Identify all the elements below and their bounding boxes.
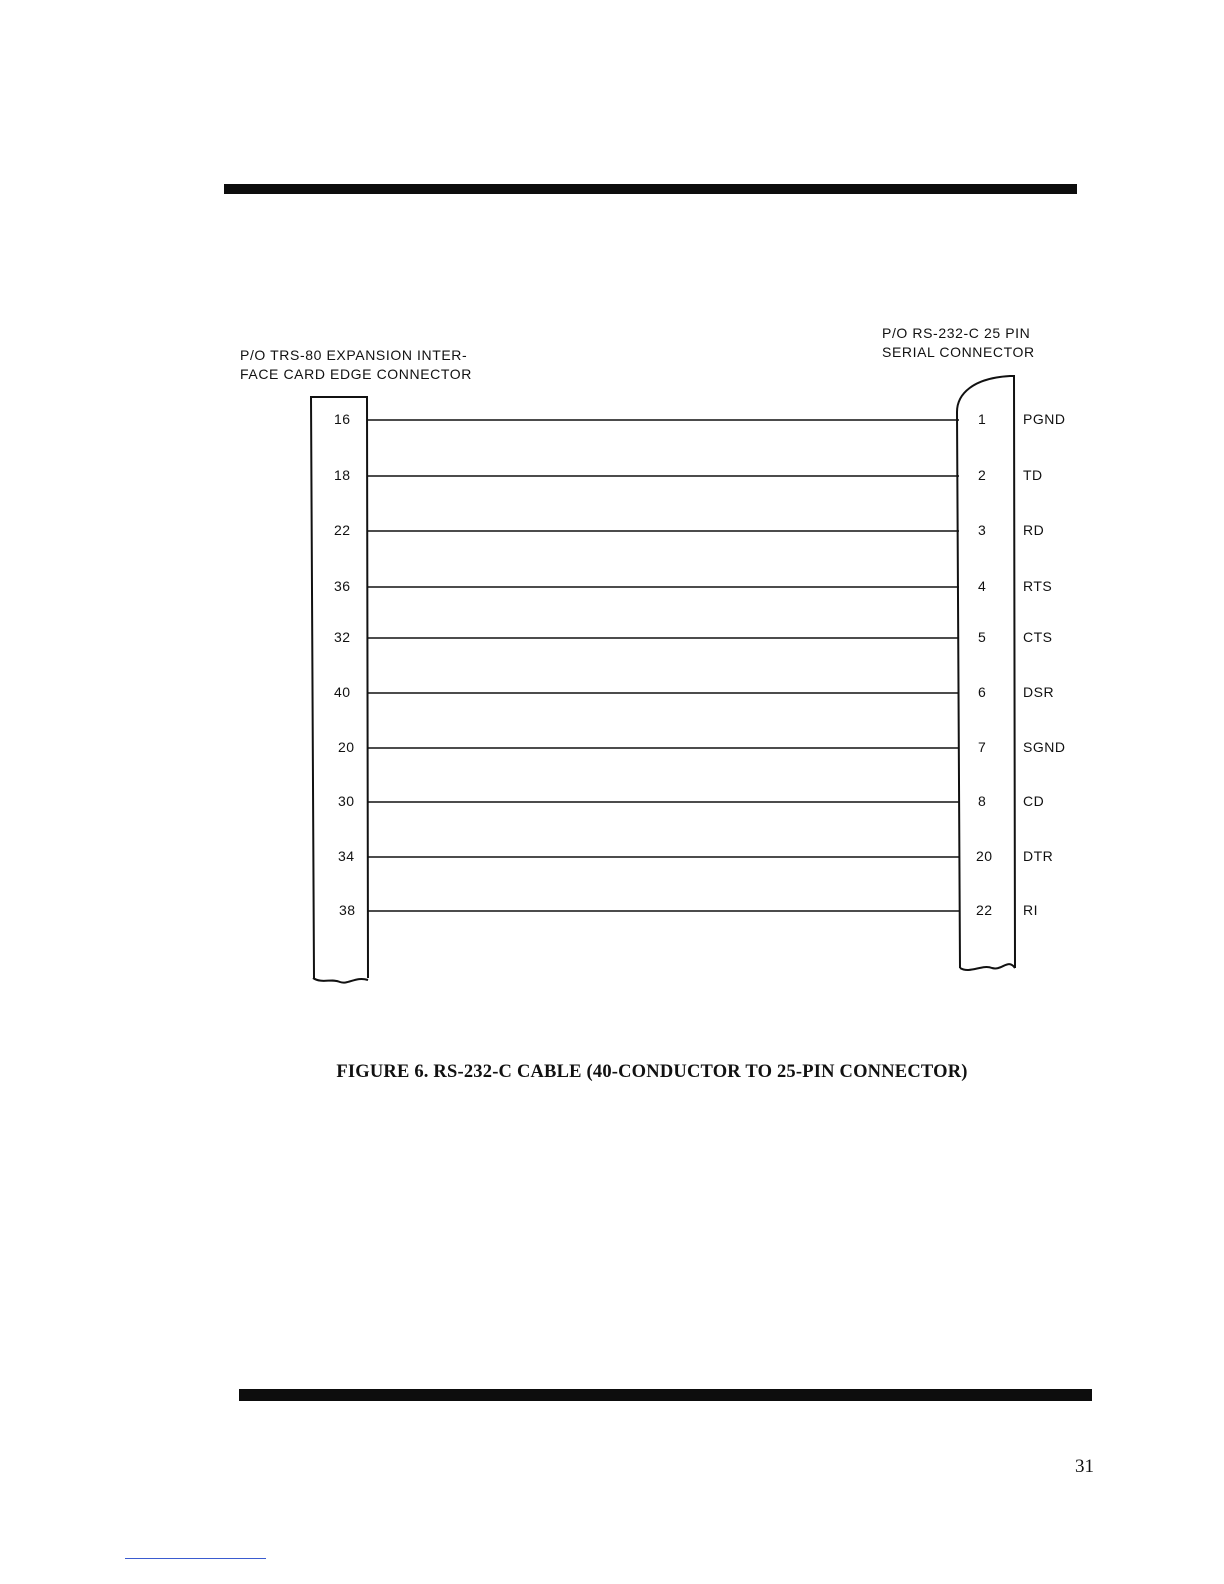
left-pin-label: 22 — [334, 522, 351, 538]
left-pin-label: 36 — [334, 578, 351, 594]
signal-name-label: PGND — [1023, 411, 1066, 427]
left-pin-label: 20 — [338, 739, 355, 755]
signal-name-label: TD — [1023, 467, 1043, 483]
right-connector-title-line1: P/O RS-232-C 25 PIN — [882, 325, 1031, 341]
right-connector-break — [960, 964, 1015, 970]
right-pin-label: 5 — [978, 629, 987, 645]
page-number: 31 — [1075, 1456, 1094, 1477]
signal-name-label: RD — [1023, 522, 1045, 538]
wire-group — [334, 411, 1065, 918]
right-pin-label: 1 — [978, 411, 987, 427]
signal-name-label: CD — [1023, 793, 1045, 809]
signal-name-label: DTR — [1023, 848, 1054, 864]
right-pin-label: 20 — [976, 848, 993, 864]
footnote-separator — [125, 1558, 266, 1559]
right-pin-label: 4 — [978, 578, 987, 594]
right-pin-label: 8 — [978, 793, 987, 809]
left-connector-break — [313, 978, 368, 983]
signal-name-label: CTS — [1023, 629, 1053, 645]
right-pin-label: 2 — [978, 467, 987, 483]
left-pin-label: 32 — [334, 629, 351, 645]
left-pin-label: 34 — [338, 848, 355, 864]
left-pin-label: 16 — [334, 411, 351, 427]
figure-caption: FIGURE 6. RS-232-C CABLE (40-CONDUCTOR TO 25-PIN CONNECTOR) — [336, 1062, 968, 1082]
signal-name-label: DSR — [1023, 684, 1055, 700]
signal-name-label: RI — [1023, 902, 1038, 918]
right-pin-label: 6 — [978, 684, 987, 700]
right-connector-body — [957, 376, 1015, 968]
left-connector-title-line2: FACE CARD EDGE CONNECTOR — [240, 366, 472, 382]
right-pin-label: 22 — [976, 902, 993, 918]
right-pin-label: 3 — [978, 522, 987, 538]
right-pin-label: 7 — [978, 739, 987, 755]
left-pin-label: 38 — [339, 902, 356, 918]
signal-name-label: RTS — [1023, 578, 1053, 594]
left-pin-label: 40 — [334, 684, 351, 700]
signal-name-label: SGND — [1023, 739, 1066, 755]
right-connector-title-line2: SERIAL CONNECTOR — [882, 344, 1035, 360]
left-connector-title-line1: P/O TRS-80 EXPANSION INTER- — [240, 347, 468, 363]
left-pin-label: 18 — [334, 467, 351, 483]
bottom-rule — [239, 1389, 1092, 1401]
left-pin-label: 30 — [338, 793, 355, 809]
